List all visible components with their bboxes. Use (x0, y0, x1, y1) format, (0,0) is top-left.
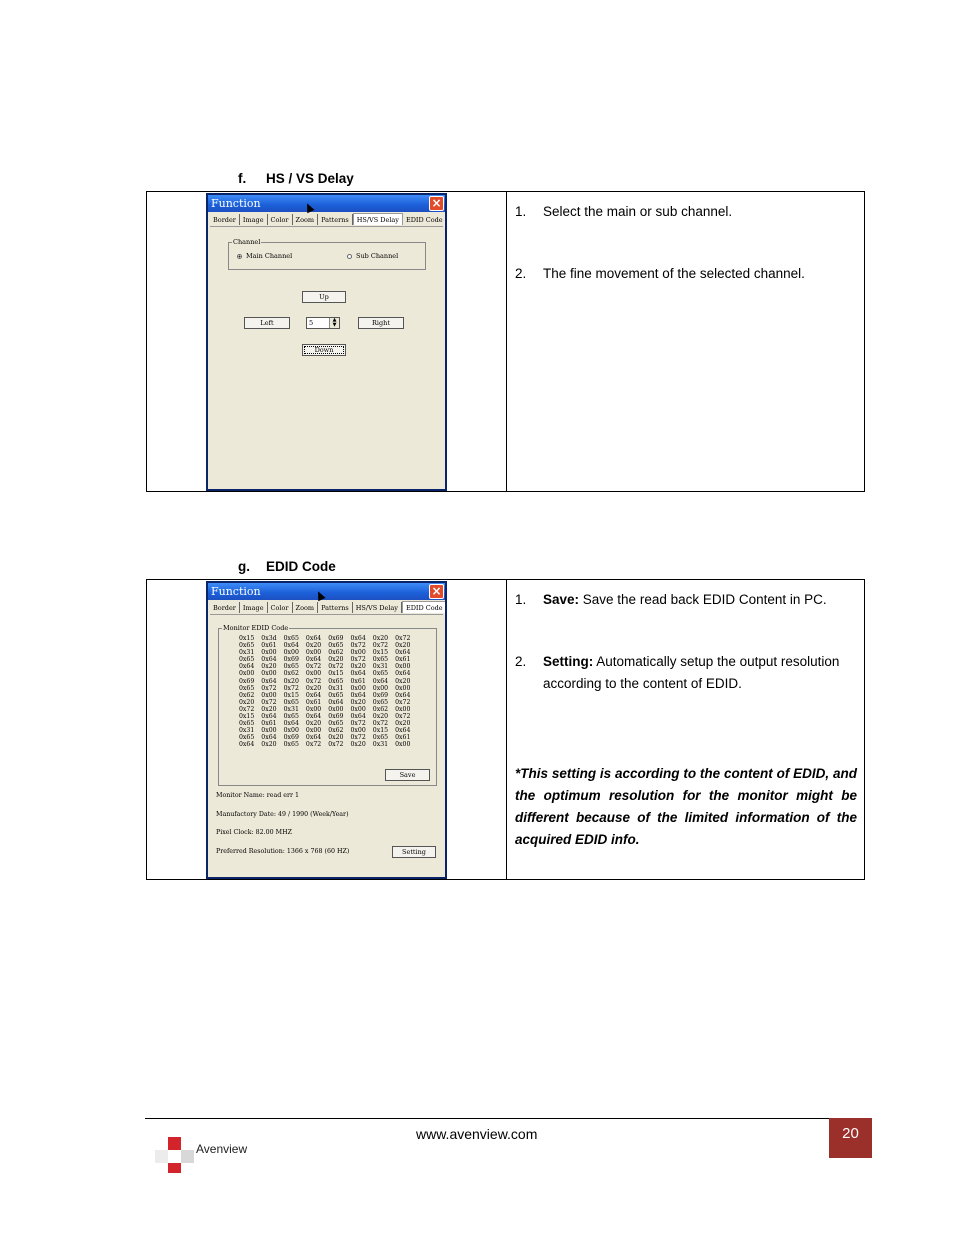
hex-cell: 0x65 (283, 741, 299, 749)
hex-cell: 0x72 (350, 656, 366, 664)
hex-cell: 0x65 (239, 720, 255, 728)
list-item (515, 263, 855, 285)
hex-cell: 0x31 (372, 663, 389, 671)
section-f-letter: f. (238, 171, 247, 186)
hex-row (239, 713, 417, 720)
item-text: Save the read back EDID Content in PC. (579, 592, 827, 607)
hex-cell: 0x65 (283, 713, 299, 721)
channel-group-label: Channel (233, 238, 261, 246)
hex-cell: 0x64 (305, 734, 322, 742)
hex-row (239, 706, 417, 713)
hex-cell: 0x00 (350, 684, 366, 692)
hex-cell: 0x72 (261, 684, 277, 692)
tab-edid-code[interactable]: EDID Code (402, 601, 447, 613)
hex-cell: 0x00 (239, 670, 255, 678)
hex-cell: 0x72 (239, 705, 255, 713)
tab-zoom[interactable]: Zoom (293, 214, 319, 225)
hex-cell: 0x00 (305, 705, 322, 713)
hex-cell: 0x72 (395, 635, 411, 642)
hex-cell: 0x20 (305, 642, 322, 650)
hex-cell: 0x00 (283, 649, 299, 657)
section-f-table (146, 191, 865, 492)
list-item (515, 651, 855, 695)
pixel-clock: Pixel Clock: 82.00 MHZ (216, 829, 292, 836)
hex-cell: 0x20 (372, 635, 389, 642)
hex-cell: 0x15 (239, 713, 255, 721)
hex-cell: 0x62 (328, 649, 344, 657)
hex-cell: 0x65 (328, 642, 344, 650)
manufactory-date: Manufactory Date: 49 / 1990 (Week/Year) (216, 811, 349, 818)
section-f-desc-cell (507, 192, 865, 492)
hex-cell: 0x31 (328, 684, 344, 692)
list-item (515, 589, 855, 611)
hex-cell: 0x00 (395, 663, 411, 671)
tab-color[interactable]: Color (268, 602, 293, 613)
hex-cell: 0x00 (305, 727, 322, 735)
section-f-heading (238, 171, 354, 186)
hex-cell: 0x00 (350, 705, 366, 713)
hex-cell: 0x72 (283, 684, 299, 692)
hex-row (239, 635, 417, 642)
footer-divider (145, 1118, 872, 1119)
tab-hsvs-delay[interactable]: HS/VS Delay (353, 602, 402, 613)
hex-cell: 0x64 (350, 713, 366, 721)
tab-image[interactable]: Image (240, 214, 268, 225)
hex-cell: 0x64 (283, 642, 299, 650)
hex-cell: 0x62 (239, 691, 255, 699)
hex-cell: 0x64 (372, 677, 389, 685)
dialog-titlebar (208, 583, 445, 600)
hex-cell: 0x20 (395, 677, 411, 685)
hex-cell: 0x62 (372, 705, 389, 713)
hex-cell: 0x69 (372, 691, 389, 699)
hex-cell: 0x00 (305, 649, 322, 657)
hex-cell: 0x00 (283, 727, 299, 735)
edid-group-label: Monitor EDID Code (223, 624, 289, 632)
hex-cell: 0x72 (261, 698, 277, 706)
hex-cell: 0x00 (395, 705, 411, 713)
hex-row (239, 656, 417, 663)
tab-strip (210, 214, 443, 227)
hex-cell: 0x72 (395, 713, 411, 721)
section-f-title: HS / VS Delay (266, 171, 354, 186)
hex-cell: 0x20 (372, 713, 389, 721)
left-button[interactable]: Left (244, 317, 290, 329)
hex-cell: 0x61 (261, 642, 277, 650)
hex-cell: 0x65 (328, 677, 344, 685)
dialog-titlebar (208, 195, 445, 212)
section-f-desc (515, 201, 855, 285)
hex-cell: 0x64 (261, 656, 277, 664)
hex-cell: 0x65 (372, 734, 389, 742)
step-value: 5 (309, 319, 314, 327)
hex-cell: 0x69 (239, 677, 255, 685)
item-number: 2. (515, 266, 527, 281)
dialog-title: Function (211, 197, 261, 210)
hex-cell: 0x69 (283, 656, 299, 664)
hex-cell: 0x61 (395, 656, 411, 664)
spin-arrows-icon[interactable]: ▲ ▼ (329, 318, 339, 328)
hex-cell: 0x15 (239, 635, 255, 642)
hex-cell: 0x72 (350, 642, 366, 650)
hex-cell: 0x20 (350, 663, 366, 671)
hex-cell: 0x65 (239, 642, 255, 650)
hex-row (239, 741, 417, 748)
section-g-title: EDID Code (266, 559, 336, 574)
setting-button[interactable]: Setting (392, 846, 436, 858)
hex-cell: 0x69 (328, 713, 344, 721)
hex-row (239, 692, 417, 699)
hex-cell: 0x62 (328, 727, 344, 735)
hex-cell: 0x3d (261, 635, 277, 642)
hex-cell: 0x20 (328, 734, 344, 742)
hex-cell: 0x72 (350, 720, 366, 728)
tab-color[interactable]: Color (268, 214, 293, 225)
hex-cell: 0x00 (261, 727, 277, 735)
hex-cell: 0x65 (372, 656, 389, 664)
hex-cell: 0x20 (395, 720, 411, 728)
hex-cell: 0x00 (305, 670, 322, 678)
right-button[interactable]: Right (358, 317, 404, 329)
hex-cell: 0x00 (372, 684, 389, 692)
hex-cell: 0x20 (283, 677, 299, 685)
hex-cell: 0x72 (305, 677, 322, 685)
hex-cell: 0x20 (395, 642, 411, 650)
hex-cell: 0x31 (283, 705, 299, 713)
hex-cell: 0x15 (372, 727, 389, 735)
hex-cell: 0x72 (305, 741, 322, 749)
hex-row (239, 699, 417, 706)
tab-border[interactable]: Border (210, 602, 240, 613)
hex-cell: 0x64 (239, 663, 255, 671)
hex-cell: 0x72 (372, 642, 389, 650)
hex-cell: 0x64 (395, 649, 411, 657)
footer-website: www.avenview.com (416, 1126, 538, 1142)
function-dialog-hsvs (206, 193, 447, 491)
hex-cell: 0x64 (350, 691, 366, 699)
hex-cell: 0x00 (261, 670, 277, 678)
item-number: 1. (515, 204, 527, 219)
hex-cell: 0x20 (350, 698, 366, 706)
hex-cell: 0x15 (372, 649, 389, 657)
hex-cell: 0x62 (283, 670, 299, 678)
item-term: Setting: (543, 654, 594, 669)
hex-cell: 0x72 (395, 698, 411, 706)
item-term: Save: (543, 592, 580, 607)
main-channel-label: Main Channel (246, 252, 293, 260)
hex-cell: 0x64 (305, 635, 322, 642)
close-icon[interactable]: × (429, 196, 444, 211)
save-button[interactable]: Save (385, 769, 430, 781)
hex-cell: 0x72 (305, 663, 322, 671)
hex-cell: 0x64 (283, 720, 299, 728)
section-g-desc (515, 589, 855, 695)
tab-hsvs-delay[interactable]: HS/VS Delay (353, 213, 403, 225)
hex-cell: 0x20 (239, 698, 255, 706)
tab-strip (210, 602, 443, 615)
hex-cell: 0x31 (372, 741, 389, 749)
channel-group (228, 238, 426, 270)
hex-row (239, 678, 417, 685)
hex-cell: 0x69 (328, 635, 344, 642)
hex-cell: 0x64 (261, 734, 277, 742)
radio-selected-icon (237, 254, 242, 259)
hex-cell: 0x65 (328, 691, 344, 699)
hex-cell: 0x64 (395, 670, 411, 678)
down-button[interactable]: Down (302, 344, 346, 356)
hex-cell: 0x64 (305, 691, 322, 699)
hex-cell: 0x20 (261, 705, 277, 713)
hex-row (239, 649, 417, 656)
item-number: 2. (515, 654, 527, 669)
hex-cell: 0x65 (372, 698, 389, 706)
hex-cell: 0x72 (372, 720, 389, 728)
hex-cell: 0x00 (350, 649, 366, 657)
hex-cell: 0x31 (239, 727, 255, 735)
hex-cell: 0x64 (261, 677, 277, 685)
up-button[interactable]: Up (302, 291, 346, 303)
hex-cell: 0x64 (328, 698, 344, 706)
hex-cell: 0x31 (239, 649, 255, 657)
hex-cell: 0x61 (305, 698, 322, 706)
tab-patterns[interactable]: Patterns (318, 602, 353, 613)
hex-cell: 0x20 (305, 684, 322, 692)
section-g-image-cell (147, 580, 507, 880)
monitor-name: Monitor Name: read err 1 (216, 792, 300, 799)
hex-cell: 0x72 (350, 734, 366, 742)
edid-hex-grid (239, 635, 417, 749)
hex-cell: 0x61 (261, 720, 277, 728)
hex-cell: 0x65 (372, 670, 389, 678)
hex-cell: 0x15 (283, 691, 299, 699)
radio-unselected-icon (347, 254, 352, 259)
hex-cell: 0x65 (328, 720, 344, 728)
section-g-table (146, 579, 865, 880)
page-number: 20 (829, 1118, 872, 1158)
section-g-heading (238, 559, 336, 574)
close-icon[interactable]: × (429, 584, 444, 599)
list-item (515, 201, 855, 223)
hex-cell: 0x20 (305, 720, 322, 728)
hex-cell: 0x00 (395, 741, 411, 749)
hex-cell: 0x20 (350, 741, 366, 749)
sub-channel-label: Sub Channel (356, 252, 399, 260)
sub-channel-radio[interactable] (347, 252, 398, 260)
hex-cell: 0x65 (283, 663, 299, 671)
hex-cell: 0x65 (283, 698, 299, 706)
edid-group (218, 624, 437, 786)
hex-row (239, 727, 417, 734)
section-g-desc-cell (507, 580, 865, 880)
item-text: Select the main or sub channel. (543, 204, 733, 219)
logo-text: Avenview (196, 1142, 248, 1156)
hex-cell: 0x65 (283, 635, 299, 642)
hex-row (239, 663, 417, 670)
hex-row (239, 642, 417, 649)
hex-cell: 0x65 (239, 734, 255, 742)
hex-cell: 0x61 (350, 677, 366, 685)
edid-note: *This setting is according to the content of EDID, and the optimum resolution for the monitor might be different because of the limited information of the acquired EDID info. (515, 766, 857, 847)
hex-cell: 0x00 (261, 691, 277, 699)
hex-cell: 0x65 (239, 684, 255, 692)
hex-cell: 0x00 (261, 649, 277, 657)
hex-cell: 0x69 (283, 734, 299, 742)
hex-cell: 0x20 (328, 656, 344, 664)
hex-cell: 0x00 (350, 727, 366, 735)
hex-cell: 0x64 (395, 727, 411, 735)
hex-cell: 0x64 (395, 691, 411, 699)
hex-row (239, 734, 417, 741)
hex-cell: 0x20 (261, 741, 277, 749)
hex-cell: 0x00 (328, 705, 344, 713)
hex-cell: 0x61 (395, 734, 411, 742)
item-text: The fine movement of the selected channel. (543, 266, 805, 281)
section-f-image-cell (147, 192, 507, 492)
item-number: 1. (515, 592, 527, 607)
avenview-logo (152, 1133, 262, 1181)
main-channel-radio[interactable] (237, 252, 292, 260)
dialog-title: Function (211, 585, 261, 598)
hex-cell: 0x64 (350, 670, 366, 678)
tab-edid-code[interactable]: EDID Code (403, 214, 447, 225)
hex-cell: 0x64 (350, 635, 366, 642)
item-text: Automatically setup the output resolution according to the content of EDID. (543, 654, 840, 691)
tab-border[interactable]: Border (210, 214, 240, 225)
hex-cell: 0x15 (328, 670, 344, 678)
hex-row (239, 720, 417, 727)
hex-cell: 0x72 (328, 663, 344, 671)
hex-cell: 0x64 (305, 713, 322, 721)
function-dialog-edid (206, 581, 447, 879)
preferred-resolution: Preferred Resolution: 1366 x 768 (60 HZ) (216, 848, 350, 855)
tab-patterns[interactable]: Patterns (318, 214, 353, 225)
hex-cell: 0x20 (261, 663, 277, 671)
hex-row (239, 685, 417, 692)
step-stepper[interactable] (306, 317, 340, 329)
hex-cell: 0x64 (261, 713, 277, 721)
hex-cell: 0x64 (305, 656, 322, 664)
tab-image[interactable]: Image (240, 602, 268, 613)
hex-cell: 0x64 (239, 741, 255, 749)
tab-zoom[interactable]: Zoom (293, 602, 319, 613)
hex-cell: 0x72 (328, 741, 344, 749)
section-g-letter: g. (238, 559, 250, 574)
hex-cell: 0x65 (239, 656, 255, 664)
hex-row (239, 670, 417, 677)
logo-mark-icon (152, 1133, 262, 1181)
hex-cell: 0x00 (395, 684, 411, 692)
